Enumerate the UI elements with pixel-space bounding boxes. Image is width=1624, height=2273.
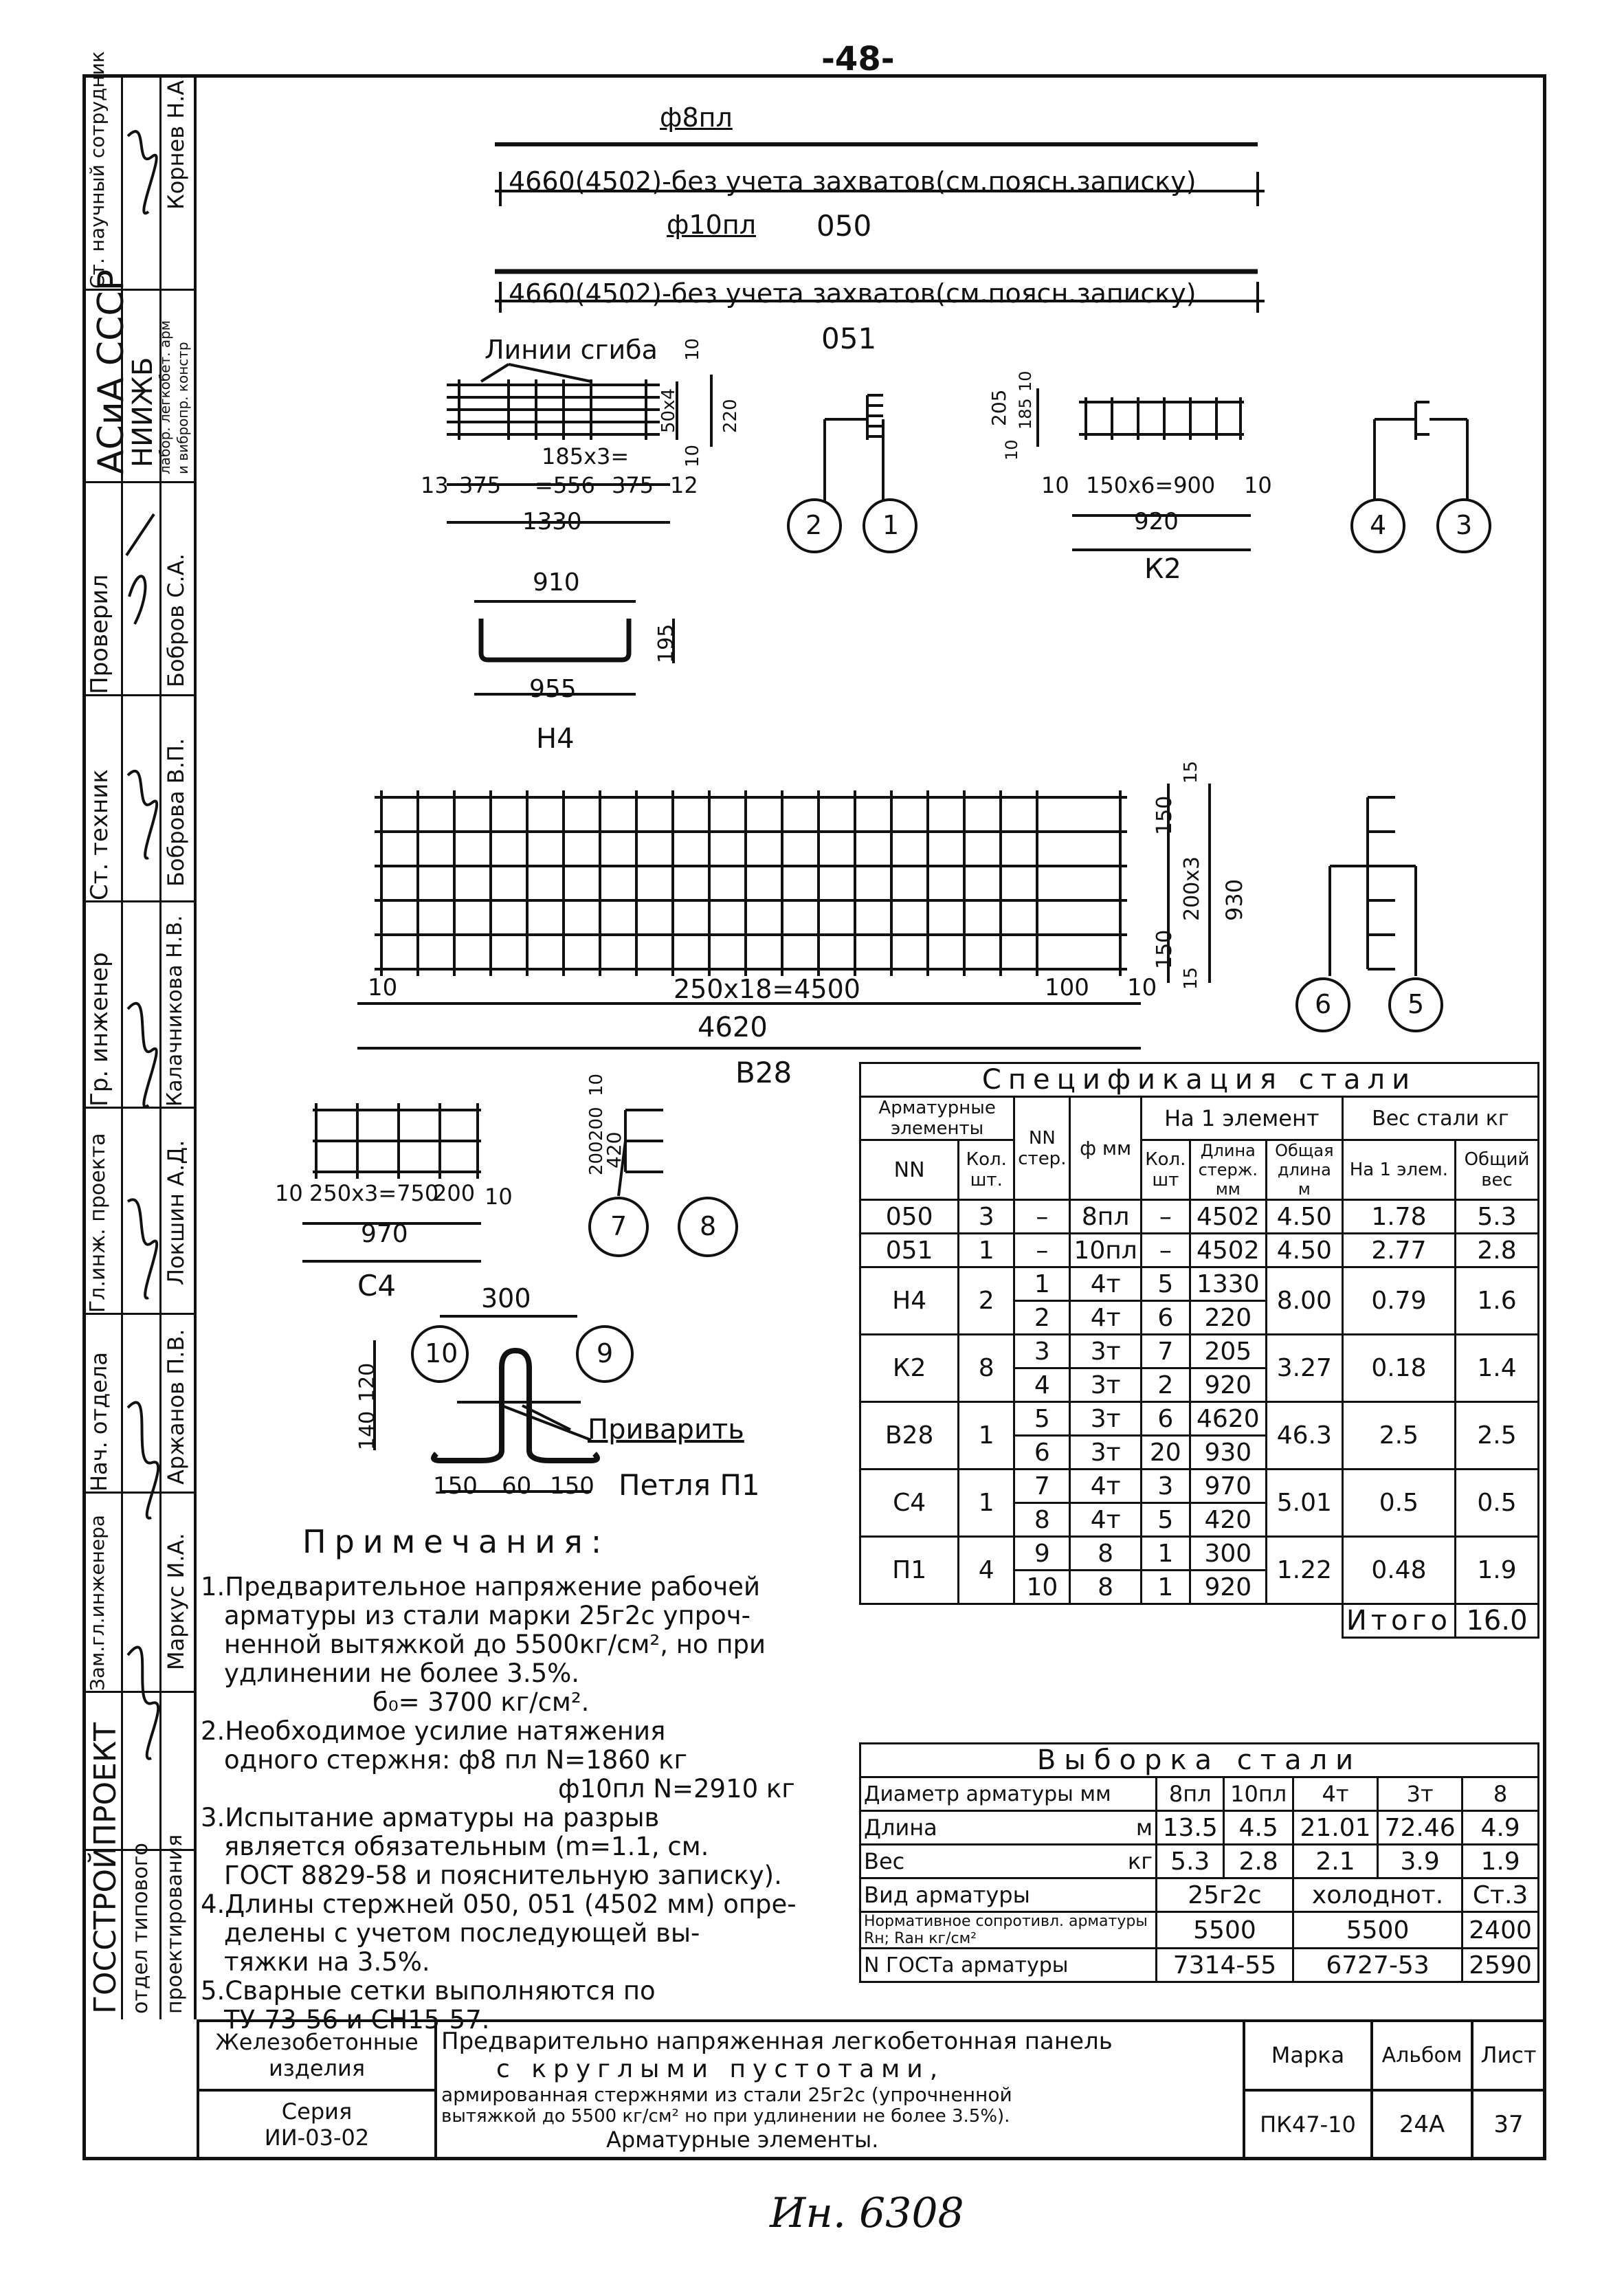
b28-dim: 250x18=4500 xyxy=(674,974,860,1004)
spec-cell: 2.5 xyxy=(1456,1402,1539,1470)
circle-label-5: 5 xyxy=(1408,989,1425,1019)
spec-cell: 4т xyxy=(1070,1503,1141,1537)
org-gosstroy-sub2: проектирования xyxy=(163,1834,187,2014)
spec-cell: 1 xyxy=(1014,1267,1070,1301)
spec-cell: 051 xyxy=(860,1234,959,1267)
k2-dim: 150x6=900 xyxy=(1086,472,1216,498)
vyborka-cell: 5500 xyxy=(1293,1912,1462,1949)
bend-lines-label: Линии сгиба xyxy=(485,335,658,365)
table-row xyxy=(860,1949,1539,1982)
spec-cell: 5 xyxy=(1141,1503,1190,1537)
b28-dim: 10 xyxy=(1127,974,1157,1001)
spec-cell: 20 xyxy=(1141,1436,1190,1470)
title-block xyxy=(197,2019,1546,2160)
vyborka-cell: 4т xyxy=(1293,1777,1377,1811)
vyborka-type-label: Вид арматуры xyxy=(860,1878,1157,1912)
tb-mark-label: Марка xyxy=(1244,2021,1372,2090)
spec-cell: – xyxy=(1141,1200,1190,1234)
note-line: удлинении не более 3.5%. xyxy=(224,1659,580,1688)
spec-cell: 1 xyxy=(1141,1537,1190,1571)
spec-cell: 2.8 xyxy=(1456,1234,1539,1267)
stamp-role-6: Нач. отдела xyxy=(86,1351,112,1492)
b28-dim: 4620 xyxy=(698,1012,768,1043)
tb-mark: ПК47-10 xyxy=(1244,2090,1372,2160)
k2-mesh xyxy=(1079,397,1244,440)
spec-h-nn: NN xyxy=(860,1140,959,1200)
vyborka-cell: 1.9 xyxy=(1462,1845,1539,1878)
h4-dim: 220 xyxy=(720,399,741,433)
vyborka-cell: 13.5 xyxy=(1157,1811,1224,1845)
p1-dim: 60 xyxy=(502,1472,532,1500)
circle-label-4: 4 xyxy=(1370,510,1387,540)
spec-cell: 0.18 xyxy=(1342,1335,1455,1402)
spec-cell: 3 xyxy=(1014,1335,1070,1368)
spec-cell: 3т xyxy=(1070,1436,1141,1470)
spec-cell: К2 xyxy=(860,1335,959,1402)
note-line: тяжки на 3.5%. xyxy=(224,1947,430,1977)
b28-label: В28 xyxy=(735,1056,792,1089)
tb-sheet: 37 xyxy=(1472,2090,1545,2160)
vyborka-w-unit: кг xyxy=(1127,1848,1153,1874)
stamp-role-1: Ст. научный сотрудник xyxy=(86,51,109,289)
h4-profile-dim: 910 xyxy=(533,568,580,597)
tb-album: 24А xyxy=(1372,2090,1472,2160)
spec-cell: С4 xyxy=(860,1470,959,1537)
stamp-role-4: Гр. инженер xyxy=(86,952,113,1107)
spec-cell: 1 xyxy=(959,1402,1014,1470)
tb-desc-5: Арматурные элементы. xyxy=(606,2126,879,2153)
note-line: 5.Сварные сетки выполняются по xyxy=(201,1976,656,2006)
k2-dim: 185 xyxy=(1016,398,1035,430)
circle-label-8: 8 xyxy=(700,1211,717,1241)
spec-cell: 920 xyxy=(1190,1368,1266,1402)
note-line: делены с учетом последующей вы- xyxy=(224,1918,700,1948)
spec-cell: 0.48 xyxy=(1342,1537,1455,1604)
spec-cell: 3 xyxy=(1141,1470,1190,1503)
vyborka-dia-label: Диаметр арматуры мм xyxy=(860,1777,1157,1811)
vyborka-cell: 72.46 xyxy=(1378,1811,1462,1845)
b28-dim: 100 xyxy=(1045,974,1089,1001)
spec-cell: – xyxy=(1141,1234,1190,1267)
spec-cell: 300 xyxy=(1190,1537,1266,1571)
vyborka-cell: 3т xyxy=(1378,1777,1462,1811)
vyborka-table xyxy=(859,1742,1539,1983)
tb-desc-4: вытяжкой до 5500 кг/см² но при удлинении не более 3.5%). xyxy=(441,2105,1010,2127)
spec-h-dia: ф мм xyxy=(1070,1097,1141,1200)
b28-grid xyxy=(375,797,1127,969)
spec-cell: 1.6 xyxy=(1456,1267,1539,1335)
b28-dim: 15 xyxy=(1181,760,1201,784)
table-row xyxy=(860,1811,1539,1845)
note-line: является обязательным (m=1.1, см. xyxy=(224,1832,709,1861)
spec-cell: 970 xyxy=(1190,1470,1266,1503)
p1-dim: 120 xyxy=(355,1362,379,1402)
b28-dim: 150 xyxy=(1153,929,1177,969)
spec-cell: Н4 xyxy=(860,1267,959,1335)
circle-label-1: 1 xyxy=(882,510,900,540)
vyborka-w-label-cell xyxy=(860,1845,1157,1878)
h4-profile xyxy=(481,619,629,660)
spec-h-qty: Кол. шт. xyxy=(959,1140,1014,1200)
p1-dim: 150 xyxy=(550,1472,594,1500)
k2-dim: 10 xyxy=(1002,439,1021,461)
h4-dim: 375 xyxy=(459,472,502,498)
vyborka-cell: 5.3 xyxy=(1157,1845,1224,1878)
b28-dim: 150 xyxy=(1153,795,1177,835)
vyborka-cell: 2400 xyxy=(1462,1912,1539,1949)
table-row xyxy=(860,1777,1539,1811)
spec-cell: 2 xyxy=(1141,1368,1190,1402)
circle-label-9: 9 xyxy=(597,1338,614,1368)
tb-description-cell xyxy=(436,2021,1244,2159)
spec-h-weight: Вес стали кг xyxy=(1342,1097,1538,1140)
table-row xyxy=(860,1537,1539,1571)
vyborka-title: Выборка стали xyxy=(860,1744,1539,1777)
table-row xyxy=(860,1845,1539,1878)
org-niizhb-sub2: и вибропр. констр xyxy=(175,342,191,474)
spec-cell: 1.4 xyxy=(1456,1335,1539,1402)
vyborka-len-label-cell xyxy=(860,1811,1157,1845)
c4-dim: 200 xyxy=(433,1180,476,1206)
stamp-name-2: Бобров С.А. xyxy=(163,553,189,687)
spec-cell: 2 xyxy=(959,1267,1014,1335)
spec-cell: 5 xyxy=(1014,1402,1070,1436)
spec-title: Спецификация стали xyxy=(860,1063,1539,1097)
vyborka-cell: 2590 xyxy=(1462,1949,1539,1982)
table-row-total xyxy=(860,1604,1539,1638)
spec-cell: 930 xyxy=(1190,1436,1266,1470)
spec-cell: 1.9 xyxy=(1456,1537,1539,1604)
bar-051-note: 4660(4502)-без учета захватов(см.поясн.записку) xyxy=(509,278,1197,309)
spec-cell: 3т xyxy=(1070,1402,1141,1436)
note-line: арматуры из стали марки 25г2с упроч- xyxy=(224,1601,750,1630)
bar-051-mark: 051 xyxy=(821,322,877,355)
c4-dim: 970 xyxy=(361,1220,408,1248)
spec-cell: 1.22 xyxy=(1266,1537,1342,1604)
c4-dim: 250x3=750 xyxy=(309,1180,439,1206)
bar-050-mark: 050 xyxy=(816,209,872,243)
c4-label: С4 xyxy=(357,1269,397,1302)
stamp-role-5: Гл.инж. проекта xyxy=(86,1133,110,1313)
tb-album-label: Альбом xyxy=(1372,2021,1472,2090)
circle-label-3: 3 xyxy=(1456,510,1473,540)
p1-dim: 300 xyxy=(481,1283,531,1313)
tb-series: ИИ-03-02 xyxy=(264,2124,370,2151)
title-block-table xyxy=(197,2019,1546,2160)
c4-dim: 200 xyxy=(586,1107,607,1141)
spec-cell: 4т xyxy=(1070,1267,1141,1301)
vyborka-cell: 8 xyxy=(1462,1777,1539,1811)
spec-total-value: 16.0 xyxy=(1456,1604,1539,1638)
spec-h-barlen: Длина стерж. мм xyxy=(1190,1140,1266,1200)
spec-cell: 5.3 xyxy=(1456,1200,1539,1234)
stamp-name-7: Маркус И.А. xyxy=(163,1533,189,1670)
k2-dim: 10 xyxy=(1244,472,1272,498)
k2-dim: 10 xyxy=(1016,370,1035,392)
h4-dim: 10 xyxy=(682,337,703,361)
h4-dim: 13 xyxy=(421,472,449,498)
h4-profile-dim: 195 xyxy=(654,623,678,663)
h4-dim: 1330 xyxy=(522,508,582,535)
table-row xyxy=(860,1912,1539,1949)
spec-cell: 10пл xyxy=(1070,1234,1141,1267)
h4-dim: 375 xyxy=(612,472,654,498)
spec-cell: 8 xyxy=(1070,1571,1141,1604)
org-gosstroy: ГОССТРОЙПРОЕКТ xyxy=(88,1722,123,2014)
spec-cell: 8 xyxy=(1070,1537,1141,1571)
notes-list xyxy=(201,1573,840,2034)
vyborka-len-label: Длина xyxy=(864,1815,937,1841)
b28-dim: 15 xyxy=(1181,966,1201,990)
vyborka-cell: 8пл xyxy=(1157,1777,1224,1811)
note-line: б₀= 3700 кг/см². xyxy=(372,1687,590,1717)
spec-cell: – xyxy=(1014,1200,1070,1234)
k2-dim: 10 xyxy=(1041,472,1069,498)
spec-cell: 4.50 xyxy=(1266,1234,1342,1267)
table-row xyxy=(860,1470,1539,1503)
stamp-role-7: Зам.гл.инженера xyxy=(86,1514,109,1691)
spec-cell: 4т xyxy=(1070,1301,1141,1335)
spec-cell: 1.78 xyxy=(1342,1200,1455,1234)
tb-series-label: Серия xyxy=(281,2098,353,2125)
spec-table xyxy=(859,1062,1539,1639)
vyborka-wrap xyxy=(859,1742,1546,1983)
spec-cell: 2.5 xyxy=(1342,1402,1455,1470)
spec-table-wrap xyxy=(859,1062,1546,1639)
h4-dim: 10 xyxy=(682,444,703,467)
spec-cell: 5 xyxy=(1141,1267,1190,1301)
stamp-name-1: Корнев Н.А. xyxy=(163,73,189,210)
spec-h-elements: Арматурные элементы xyxy=(860,1097,1014,1140)
bar-051-dia: ф10пл xyxy=(667,210,756,240)
b28-dim: 10 xyxy=(368,974,398,1001)
note-line: 1.Предварительное напряжение рабочей xyxy=(201,1572,761,1601)
vyborka-cell: 4.5 xyxy=(1224,1811,1293,1845)
vyborka-cell: 25г2с xyxy=(1157,1878,1293,1912)
spec-cell: 420 xyxy=(1190,1503,1266,1537)
spec-cell: 8 xyxy=(959,1335,1014,1402)
table-row xyxy=(860,1200,1539,1234)
spec-cell: 7 xyxy=(1141,1335,1190,1368)
spec-cell: 4 xyxy=(959,1537,1014,1604)
stamp-role-2: Проверил xyxy=(86,574,113,694)
c4-grid xyxy=(313,1103,481,1179)
p1-weld-label: Приварить xyxy=(588,1414,744,1445)
spec-cell: 1 xyxy=(1141,1571,1190,1604)
stamp-name-4: Калачникова Н.В. xyxy=(163,915,187,1107)
note-line: одного стержня: ф8 пл N=1860 кг xyxy=(224,1745,687,1775)
spec-cell: 0.5 xyxy=(1342,1470,1455,1537)
spec-cell: 6 xyxy=(1141,1402,1190,1436)
vyborka-cell: 2.8 xyxy=(1224,1845,1293,1878)
spec-h-per-element: На 1 элемент xyxy=(1141,1097,1342,1140)
vyborka-gost-label: N ГОСТа арматуры xyxy=(860,1949,1157,1982)
notes-title: Примечания: xyxy=(302,1523,610,1560)
h4-dim: =556 xyxy=(535,472,595,498)
spec-cell: 8.00 xyxy=(1266,1267,1342,1335)
p1-dim: 140 xyxy=(355,1410,379,1450)
b28-dim: 930 xyxy=(1221,878,1247,921)
spec-cell: 10 xyxy=(1014,1571,1070,1604)
table-row xyxy=(860,1234,1539,1267)
vyborka-cell: 3.9 xyxy=(1378,1845,1462,1878)
vyborka-norm-label: Нормативное сопротивл. арматуры Rн; Rан кг/см² xyxy=(860,1912,1157,1949)
h4-profile-dim: 955 xyxy=(529,675,577,703)
spec-cell: 1330 xyxy=(1190,1267,1266,1301)
note-line: 2.Необходимое усилие натяжения xyxy=(201,1716,666,1746)
spec-cell: – xyxy=(1014,1234,1070,1267)
vyborka-cell: 4.9 xyxy=(1462,1811,1539,1845)
stamp-name-3: Боброва В.П. xyxy=(163,738,189,887)
spec-cell: 3т xyxy=(1070,1368,1141,1402)
spec-cell: 4 xyxy=(1014,1368,1070,1402)
table-row xyxy=(860,1335,1539,1368)
spec-h-count: Кол. шт xyxy=(1141,1140,1190,1200)
h4-label: Н4 xyxy=(536,723,575,755)
spec-cell: 4502 xyxy=(1190,1200,1266,1234)
circle-label-10: 10 xyxy=(425,1338,458,1368)
c4-dim: 420 xyxy=(603,1131,625,1168)
h4-mesh xyxy=(447,379,660,440)
stamp-role-3: Ст. техник xyxy=(86,769,113,900)
note-line: ненной вытяжкой до 5500кг/см², но при xyxy=(224,1630,766,1659)
note-line: ф10пл N=2910 кг xyxy=(558,1774,795,1804)
spec-cell: 8 xyxy=(1014,1503,1070,1537)
table-row xyxy=(860,1267,1539,1301)
note-line: 4.Длины стержней 050, 051 (4502 мм) опре- xyxy=(201,1889,797,1919)
spec-cell: 6 xyxy=(1014,1436,1070,1470)
spec-cell: 4.50 xyxy=(1266,1200,1342,1234)
spec-cell: 3.27 xyxy=(1266,1335,1342,1402)
h4-dim: 185x3= xyxy=(542,443,630,469)
vyborka-cell: холоднот. xyxy=(1293,1878,1462,1912)
stamp-name-5: Локшин А.Д. xyxy=(163,1140,189,1285)
table-row xyxy=(860,1878,1539,1912)
tb-sheet-label: Лист xyxy=(1472,2021,1545,2090)
spec-cell: 2 xyxy=(1014,1301,1070,1335)
vyborka-cell: 10пл xyxy=(1224,1777,1293,1811)
spec-total-label: Итого xyxy=(1342,1604,1455,1638)
c4-dim: 10 xyxy=(586,1073,607,1096)
spec-cell: 1 xyxy=(959,1234,1014,1267)
spec-cell: 0.79 xyxy=(1342,1267,1455,1335)
spec-cell: 46.3 xyxy=(1266,1402,1342,1470)
c4-dim: 10 xyxy=(485,1184,513,1210)
bar-050-dia: ф8пл xyxy=(660,102,733,133)
spec-cell: 050 xyxy=(860,1200,959,1234)
spec-cell: 3т xyxy=(1070,1335,1141,1368)
circle-label-7: 7 xyxy=(610,1211,627,1241)
spec-h-totalw: Общий вес xyxy=(1456,1140,1539,1200)
tb-desc-2: с круглыми пустотами, xyxy=(496,2054,945,2083)
circle-label-2: 2 xyxy=(805,510,823,540)
k2-label: К2 xyxy=(1144,553,1181,585)
spec-cell: 205 xyxy=(1190,1335,1266,1368)
p1-label: Петля П1 xyxy=(619,1468,760,1502)
c4-dim: 200 xyxy=(586,1141,607,1175)
spec-cell: П1 xyxy=(860,1537,959,1604)
note-line: ГОСТ 8829-58 и пояснительную записку). xyxy=(224,1861,782,1890)
note-line: 3.Испытание арматуры на разрыв xyxy=(201,1803,660,1832)
k2-dim: 205 xyxy=(988,389,1010,426)
table-row xyxy=(860,1402,1539,1436)
vyborka-cell: Ст.3 xyxy=(1462,1878,1539,1912)
spec-cell: 3 xyxy=(959,1200,1014,1234)
spec-h-barnn: NN стер. xyxy=(1014,1097,1070,1200)
org-niizhb: НИИЖБ xyxy=(127,357,159,467)
spec-cell: 0.5 xyxy=(1456,1470,1539,1537)
spec-cell: 4502 xyxy=(1190,1234,1266,1267)
k2-dim: 920 xyxy=(1134,508,1179,535)
spec-h-totallen: Общая длина м xyxy=(1266,1140,1342,1200)
org-niizhb-sub1: лабор. легкобет. арм xyxy=(157,320,173,474)
spec-cell: 920 xyxy=(1190,1571,1266,1604)
circle-label-6: 6 xyxy=(1315,989,1332,1019)
b28-verticals xyxy=(381,790,1120,976)
vyborka-cell: 7314-55 xyxy=(1157,1949,1293,1982)
tb-series-cell xyxy=(198,2090,436,2160)
tb-desc-1: Предварительно напряженная легкобетонная панель xyxy=(441,2027,1113,2055)
spec-cell: В28 xyxy=(860,1402,959,1470)
vyborka-cell: 21.01 xyxy=(1293,1811,1377,1845)
stamp-name-6: Аржанов П.В. xyxy=(163,1329,189,1485)
c4-dim: 10 xyxy=(275,1180,303,1206)
vyborka-cell: 5500 xyxy=(1157,1912,1293,1949)
inventory-number: Ин. 6308 xyxy=(770,2189,964,2237)
bar-050-note: 4660(4502)-без учета захватов(см.поясн.записку) xyxy=(509,166,1197,197)
spec-cell: 9 xyxy=(1014,1537,1070,1571)
p1-dim: 150 xyxy=(433,1472,478,1500)
spec-cell: 220 xyxy=(1190,1301,1266,1335)
note-line: ТУ-73-56 и СН15-57. xyxy=(224,2005,490,2034)
spec-cell: 4т xyxy=(1070,1470,1141,1503)
spec-cell: 1 xyxy=(959,1470,1014,1537)
tb-category: Железобетонные изделия xyxy=(198,2021,436,2090)
tb-desc-3: армированная стержнями из стали 25г2с (упрочненной xyxy=(441,2083,1012,2106)
spec-cell: 4620 xyxy=(1190,1402,1266,1436)
spec-cell: 8пл xyxy=(1070,1200,1141,1234)
b28-dim: 200x3 xyxy=(1180,856,1204,921)
org-ascia: АСиА СССР xyxy=(91,269,132,474)
spec-cell: 7 xyxy=(1014,1470,1070,1503)
spec-cell: 6 xyxy=(1141,1301,1190,1335)
spec-cell: 2.77 xyxy=(1342,1234,1455,1267)
page-number: -48- xyxy=(821,40,895,78)
vyborka-cell: 2.1 xyxy=(1293,1845,1377,1878)
vyborka-w-label: Вес xyxy=(864,1848,905,1874)
vyborka-len-unit: м xyxy=(1135,1815,1153,1841)
h4-dim: 12 xyxy=(670,472,698,498)
spec-cell: 5.01 xyxy=(1266,1470,1342,1537)
h4-dim: 50x4 xyxy=(658,388,679,433)
org-gosstroy-sub1: отдел типового xyxy=(129,1843,153,2014)
vyborka-cell: 6727-53 xyxy=(1293,1949,1462,1982)
spec-h-perone: На 1 элем. xyxy=(1342,1140,1455,1200)
